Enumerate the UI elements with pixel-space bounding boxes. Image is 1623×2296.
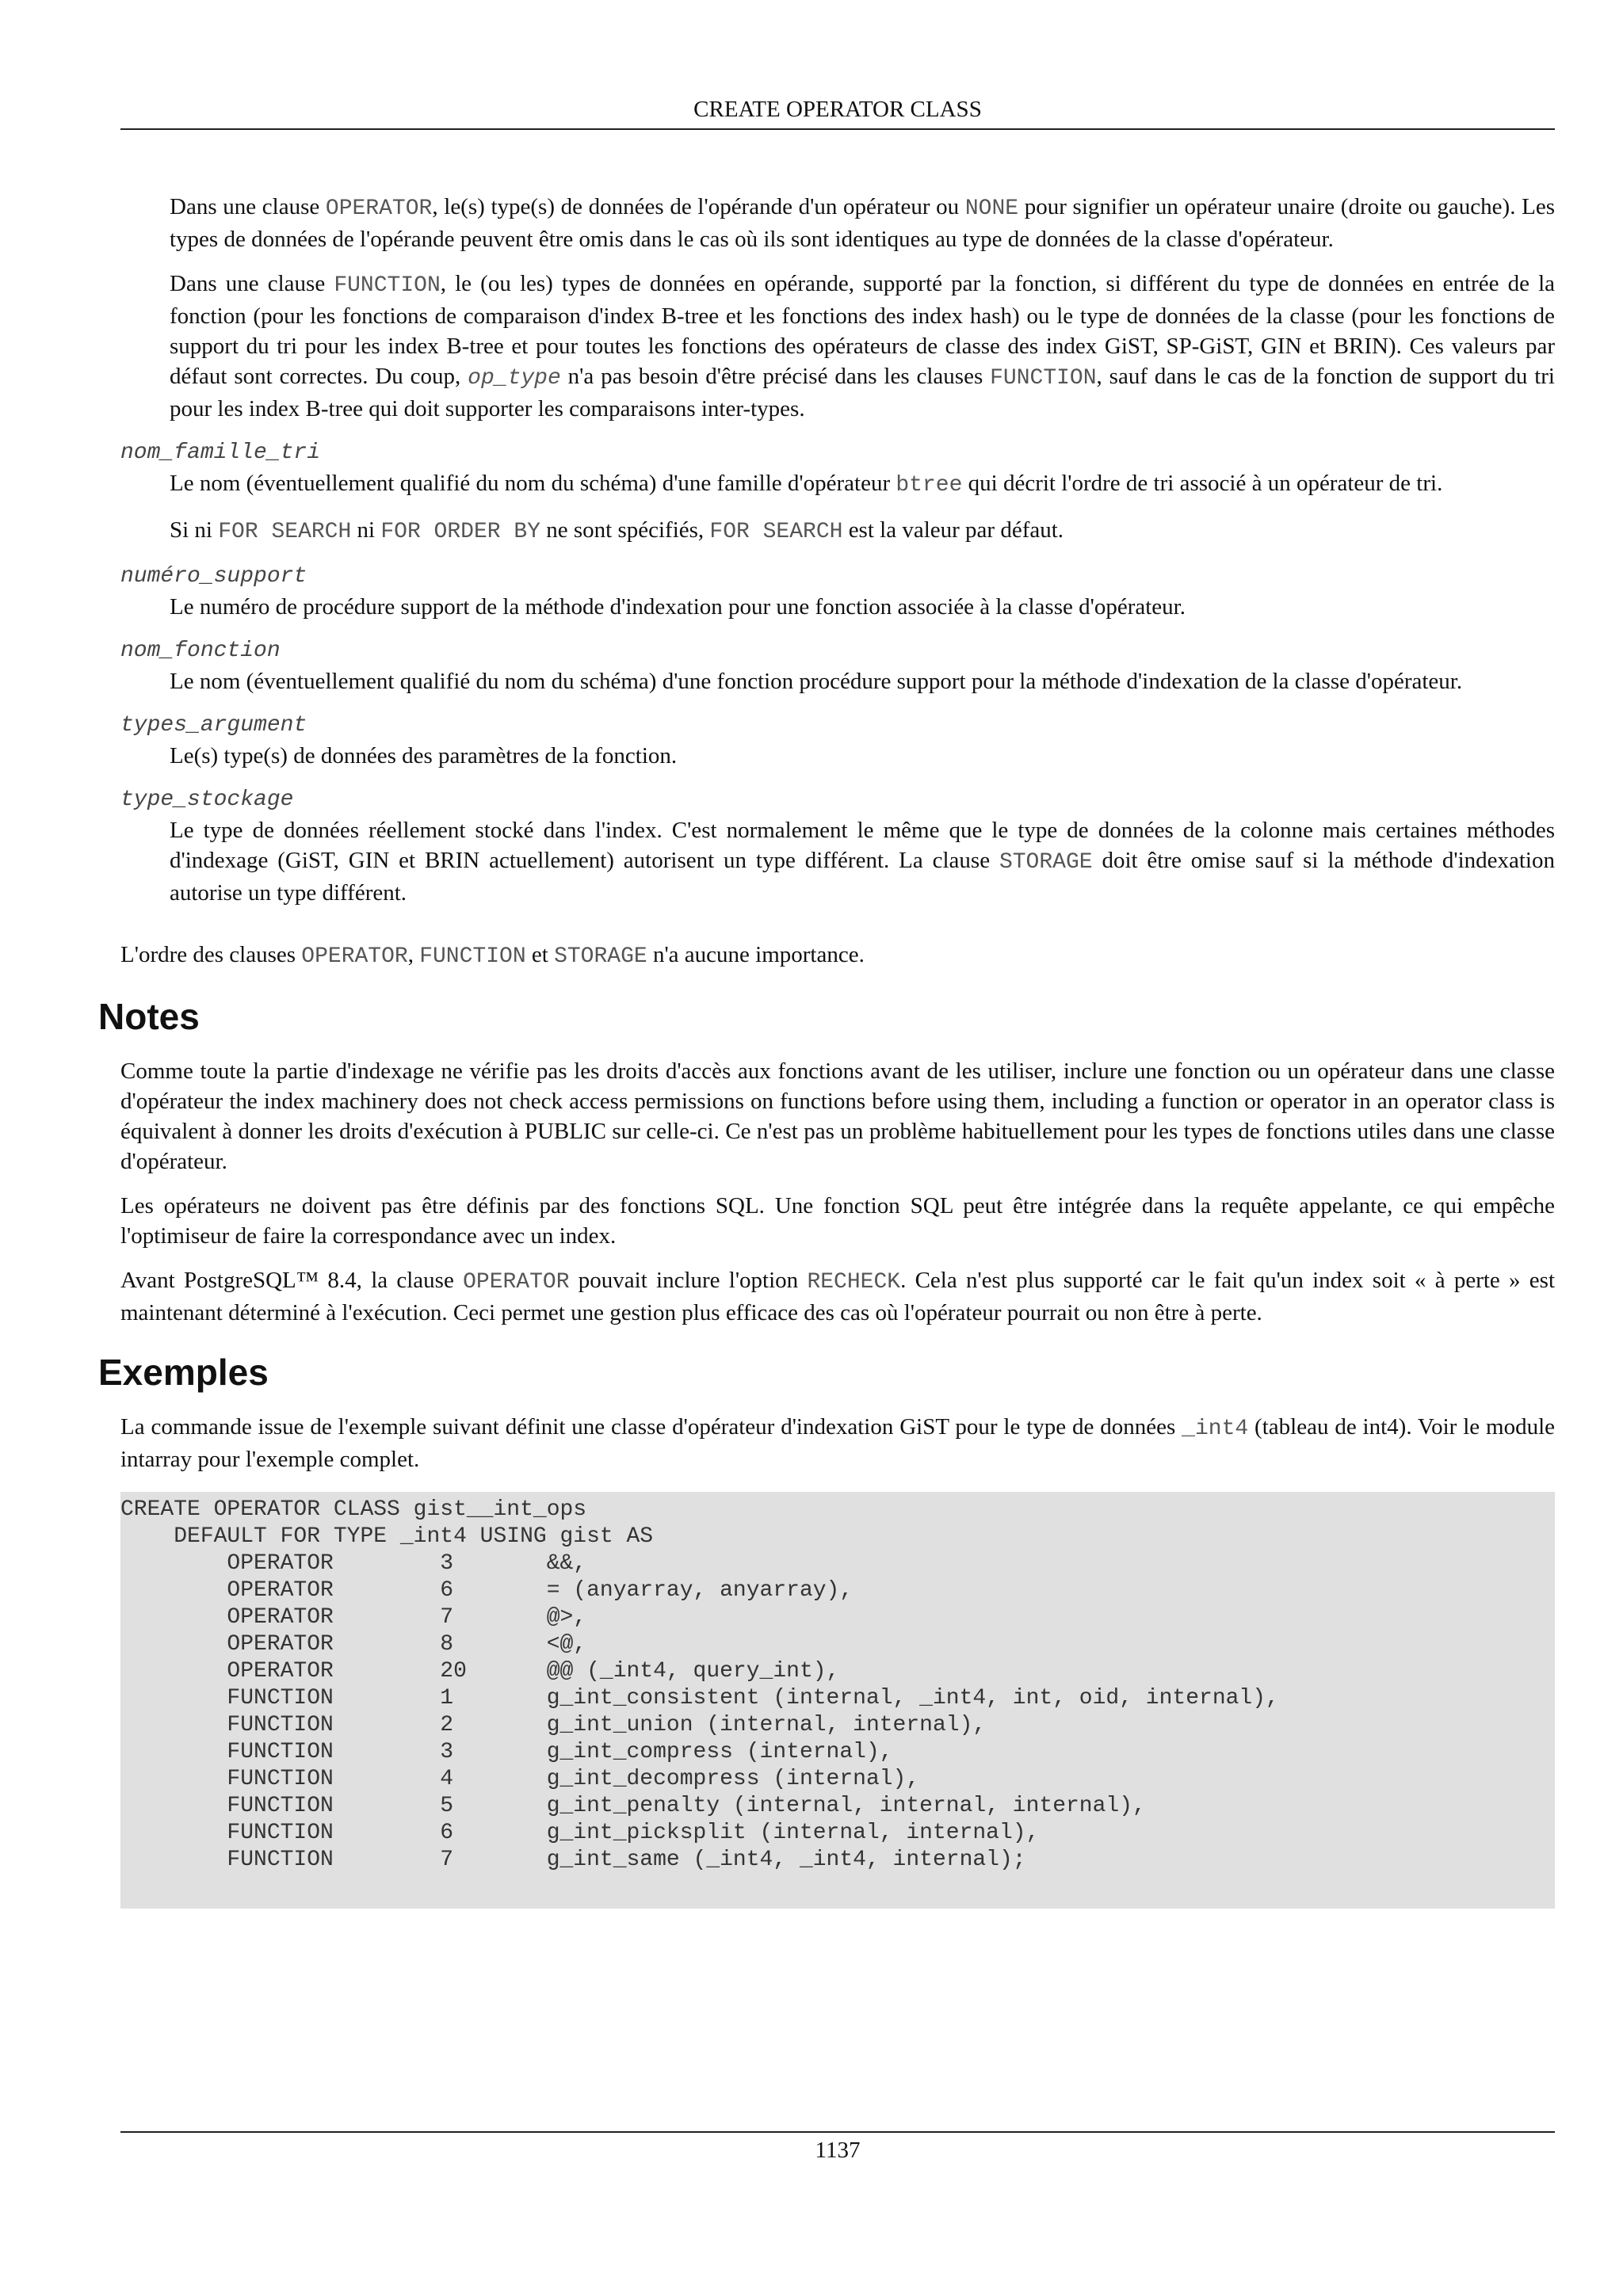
text-span: La commande issue de l'exemple suivant définit une classe d'opérateur d'indexation GiST pour le type de données — [120, 1414, 1182, 1440]
text-span: Avant PostgreSQL™ 8.4, la clause — [120, 1268, 464, 1293]
code-example-block: CREATE OPERATOR CLASS gist__int_ops DEFAULT FOR TYPE _int4 USING gist AS OPERATOR 3 &&, OPERATOR 6 = (anyarray, anyarray), OPERATOR 7 @>, OPERATOR 8 <@, OPERATOR 20 @@ (_int4, query_int), FUNCTION 1 g_int_consistent (internal, _int4, int, oid, internal), FUNCTION 2 g_int_union (internal, internal), FUNCTION 3 g_int_compress (internal), FUNCTION 4 g_int_decompress (internal), FUNCTION 5 g_int_penalty (internal, internal, internal), FUNCTION 6 g_int_picksplit (internal, internal), FUNCTION 7 g_int_same (_int4, _int4, internal); — [120, 1492, 1555, 1909]
text-span: n'a pas besoin d'être précisé dans les clauses — [560, 364, 991, 389]
code-operator: OPERATOR — [301, 944, 408, 969]
code-storage: STORAGE — [999, 850, 1093, 875]
param-op-type: op_type — [468, 366, 561, 391]
text-span: , le(s) type(s) de données de l'opérande d'un opérateur ou — [432, 194, 965, 219]
footer-rule — [120, 2131, 1555, 2133]
text-span: Le nom (éventuellement qualifié du nom du schéma) d'une famille d'opérateur — [170, 471, 896, 496]
text-span: ne sont spécifiés, — [540, 517, 710, 543]
definition-numero-support: Le numéro de procédure support de la méthode d'indexation pour une fonction associée à la classe d'opérateur. — [170, 594, 1186, 620]
clause-order-paragraph — [120, 940, 1555, 972]
text-span: , — [407, 942, 420, 967]
notes-paragraph-1: Comme toute la partie d'indexage ne vérifie pas les droits d'accès aux fonctions avant de les utiliser, inclure une fonction ou un opérateur dans une classe d'opérateur the index machinery does not check access permissions on functions before using them, including a function or operator in an operator class is équivalent à donner les droits d'exécution à PUBLIC sur celle-ci. Ce n'est pas un problème habituellement pour les types de fonctions utiles dans une classe d'opérateur. — [120, 1058, 1555, 1174]
term-nom-fonction: nom_fonction — [120, 639, 281, 663]
text-span: , sauf dans le cas de la fonction de support du tri pour les index B-tree qui doit supporter les comparaisons inter-types. — [170, 364, 1555, 421]
text-span: pour signifier un opérateur unaire (droite ou gauche). Les types de données de l'opérande peuvent être omis dans le cas où ils sont identiques au type de données de la classe d'opérateur. — [170, 194, 1555, 252]
running-header: CREATE OPERATOR CLASS — [693, 97, 982, 122]
text-span: Si ni — [170, 517, 219, 543]
code-for-search: FOR SEARCH — [709, 520, 843, 544]
term-numero-support: numéro_support — [120, 564, 307, 589]
operator-clause-paragraph — [170, 192, 1555, 254]
code-operator: OPERATOR — [463, 1270, 570, 1295]
text-span: pouvait inclure l'option — [569, 1268, 808, 1293]
code-for-order-by: FOR ORDER BY — [380, 520, 540, 544]
exemples-paragraph — [120, 1412, 1555, 1474]
text-span: Le type de données réellement stocké dans l'index. C'est normalement le même que le type de données de la colonne mais certaines méthodes d'indexage (GiST, GIN et BRIN actuellement) autorisent un type différent. La clause — [170, 818, 1555, 873]
text-span: et — [525, 942, 555, 967]
definition-nom-fonction: Le nom (éventuellement qualifié du nom du schéma) d'une fonction procédure support pour la méthode d'indexation de la classe d'opérateur. — [170, 669, 1463, 694]
term-types-argument: types_argument — [120, 713, 307, 738]
code-function: FUNCTION — [334, 273, 441, 298]
page-content — [98, 192, 1555, 1909]
definition-type-stockage — [170, 815, 1555, 908]
definition-types-argument: Le(s) type(s) de données des paramètres de la fonction. — [170, 743, 678, 769]
text-span: , le (ou les) types de données en opérande, supporté par la fonction, si différent du type de données en entrée de la fonction (pour les fonctions de comparaison d'index B-tree et les fonctions des index hash) ou le type de données de la classe (pour les fonctions de support du tri pour les index B-tree et pour toutes les fonctions des opérateurs de classe des index GiST, SP-GiST, GIN et BRIN). Ces valeurs par défaut sont correctes. Du coup, — [170, 271, 1555, 389]
term-nom-famille-tri: nom_famille_tri — [120, 441, 321, 465]
text-span: (tableau de int4). Voir le module intarray pour l'exemple complet. — [120, 1414, 1555, 1472]
code-function: FUNCTION — [990, 366, 1097, 391]
text-span: L'ordre des clauses — [120, 942, 302, 967]
text-span: . Cela n'est plus supporté car le fait qu'un index soit « à perte » est maintenant déterminé à l'exécution. Ceci permet une gestion plus efficace des cas où l'opérateur pourrait ou non être à perte. — [120, 1268, 1555, 1325]
code-recheck: RECHECK — [807, 1270, 901, 1295]
text-span: qui décrit l'ordre de tri associé à un opérateur de tri. — [962, 471, 1443, 496]
term-type-stockage: type_stockage — [120, 788, 294, 812]
text-span: ni — [351, 517, 381, 543]
code-btree: btree — [896, 473, 963, 498]
code-operator: OPERATOR — [325, 196, 433, 221]
function-clause-paragraph — [170, 269, 1555, 424]
definition-nom-famille-tri — [170, 468, 1555, 501]
text-span: est la valeur par défaut. — [842, 517, 1064, 543]
code-none: NONE — [964, 196, 1019, 221]
text-span: Dans une clause — [170, 194, 326, 219]
code-function: FUNCTION — [419, 944, 526, 969]
page-number: 1137 — [815, 2138, 861, 2163]
header-rule — [120, 128, 1555, 130]
notes-paragraph-3 — [120, 1265, 1555, 1328]
section-heading-exemples: Exemples — [98, 1352, 269, 1393]
text-span: n'a aucune importance. — [647, 942, 865, 967]
notes-paragraph-2: Les opérateurs ne doivent pas être définis par des fonctions SQL. Une fonction SQL peut être intégrée dans la requête appelante, ce qui empêche l'optimiseur de faire la correspondance avec un index. — [120, 1193, 1555, 1249]
code-storage: STORAGE — [554, 944, 647, 969]
code-int4: _int4 — [1182, 1417, 1249, 1441]
code-for-search: FOR SEARCH — [218, 520, 352, 544]
section-heading-notes: Notes — [98, 996, 200, 1037]
text-span: Dans une clause — [170, 271, 334, 296]
text-span: doit être omise sauf si la méthode d'indexation autorise un type différent. — [170, 848, 1555, 906]
definition-nom-famille-tri-default — [170, 515, 1555, 547]
